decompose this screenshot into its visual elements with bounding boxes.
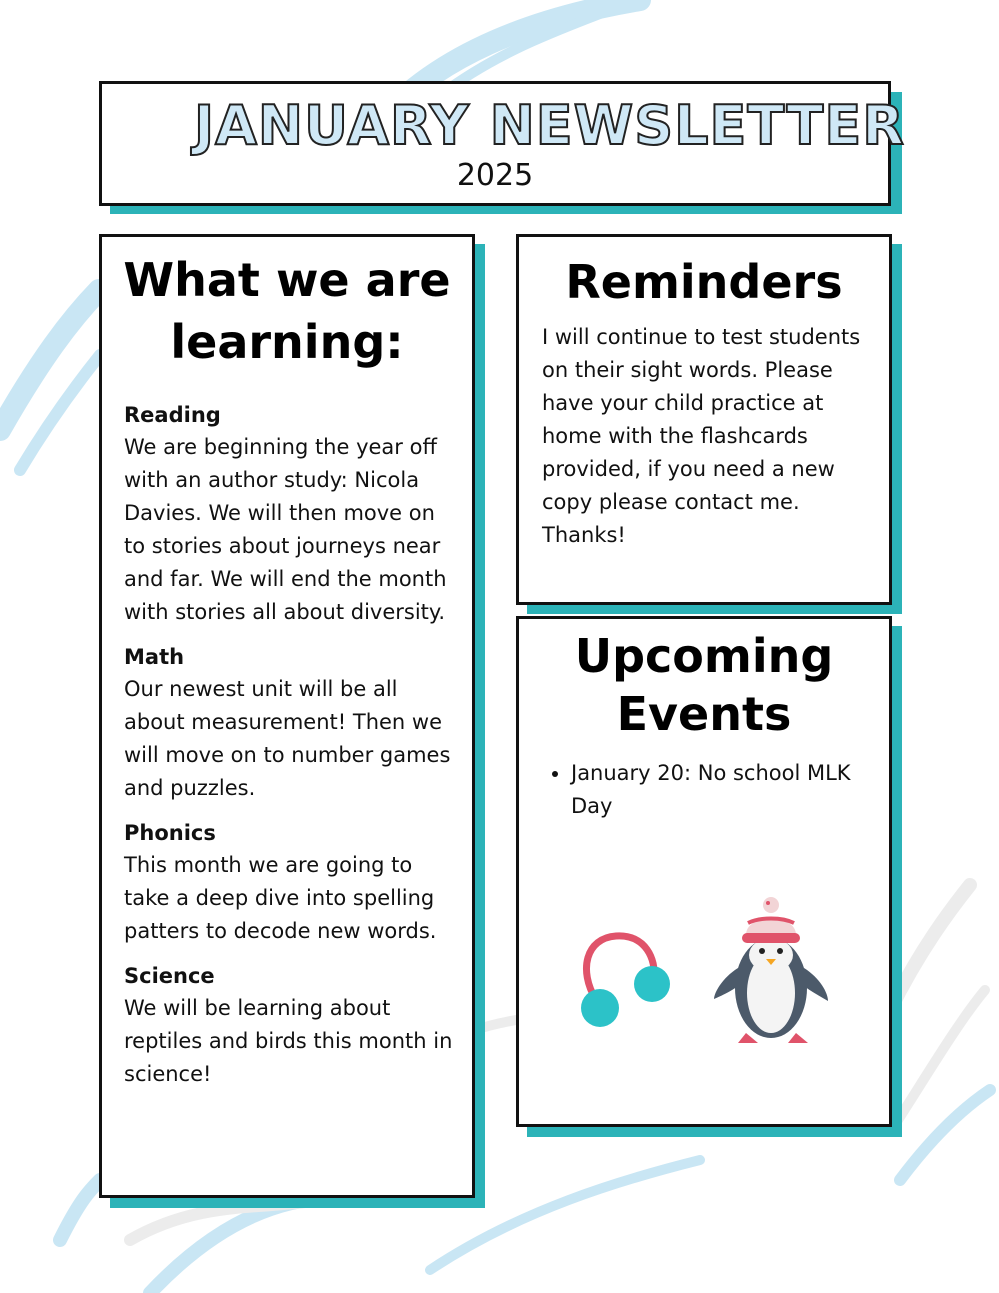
section-math: [124, 641, 458, 805]
event-item: • January 20: No school MLK Day: [571, 757, 869, 823]
reminders-title: Reminders: [565, 255, 843, 309]
section-heading: Science: [124, 964, 215, 988]
penguin-icon: [710, 893, 832, 1048]
newsletter-title: JANUARY NEWSLETTER: [194, 94, 905, 157]
section-reading: [124, 399, 458, 629]
earmuffs-icon: [576, 930, 676, 1035]
section-heading: Phonics: [124, 821, 216, 845]
events-title: Upcoming Events: [574, 629, 834, 741]
section-heading: Math: [124, 645, 185, 669]
newsletter-header: [99, 81, 905, 206]
section-body: This month we are going to take a deep dive into spelling patters to decode new words.: [124, 853, 437, 943]
section-body: We are beginning the year off with an author study: Nicola Davies. We will then move on to stories about journeys near and far. We will end the month with stories all about diversity.: [124, 435, 447, 624]
events-list: [519, 757, 889, 823]
section-body: We will be learning about reptiles and birds this month in science!: [124, 996, 453, 1086]
events-box: [516, 616, 892, 1127]
reminders-body: I will continue to test students on their sight words. Please have your child practice at home with the flashcards provided, if you need a new copy please contact me. Thanks!: [542, 325, 861, 547]
section-phonics: [124, 817, 458, 948]
section-heading: Reading: [124, 403, 221, 427]
learning-title: What we are learning:: [123, 253, 451, 369]
section-science: [124, 960, 458, 1091]
newsletter-year: 2025: [456, 158, 534, 193]
learning-sections: [102, 373, 472, 1091]
reminders-box: [516, 234, 892, 605]
learning-box: [99, 234, 475, 1198]
section-body: Our newest unit will be all about measurement! Then we will move on to number games and puzzles.: [124, 677, 451, 800]
